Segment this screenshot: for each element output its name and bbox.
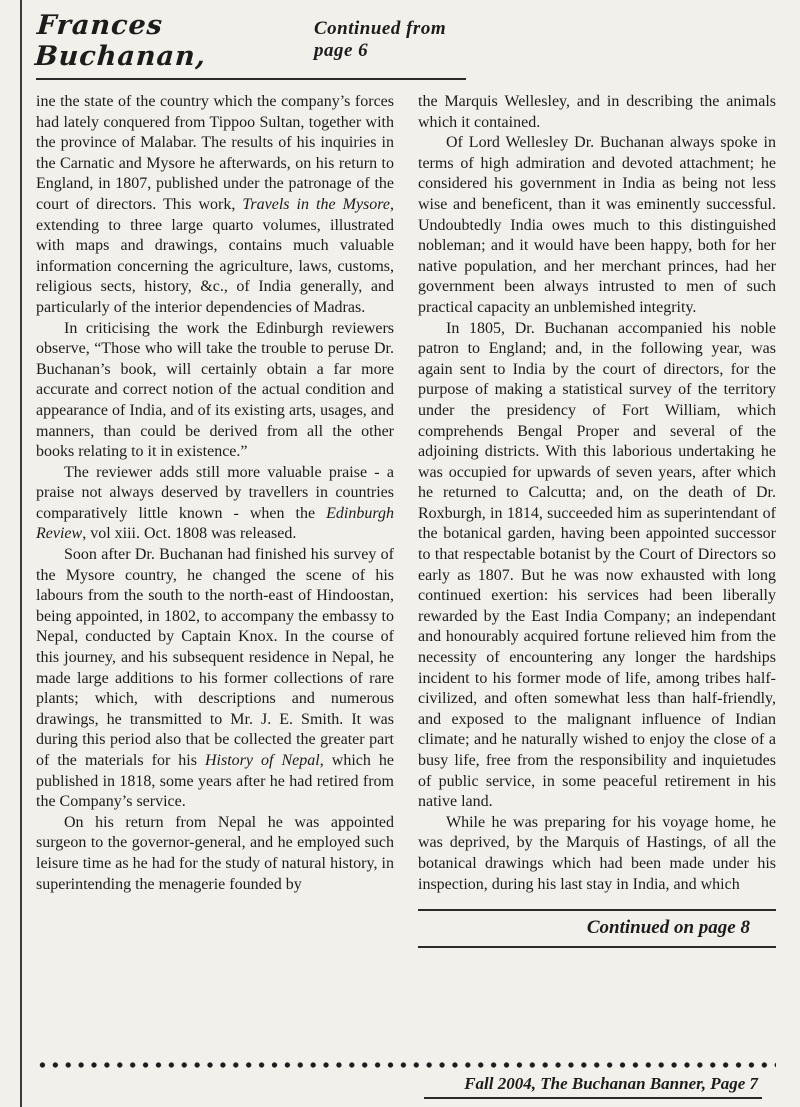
paragraph: While he was preparing for his voyage home, he was deprived, by the Marquis of Hastings, of all the botanical drawings which had been made under his inspection, during his last stay in India, and which <box>418 813 776 893</box>
paragraph: the Marquis Wellesley, and in describing the animals which it contained. <box>418 93 776 131</box>
italic-title: Travels in the Mysore <box>242 195 391 213</box>
left-column-paragraphs <box>36 92 394 895</box>
continued-from-label: Continued from page 6 <box>313 18 447 61</box>
paragraph: In 1805, Dr. Buchanan accompanied his noble patron to England; and, in the following year, was again sent to India by the court of directors, for the purpose of making a statistical survey of the territory under the presidency of Fort William, which comprehends Bengal Proper and several of the adjoining districts. With this laborious undertaking he was occupied for upwards of seven years, after which he returned to Calcutta; and, on the death of Dr. Roxburgh, in 1814, succeeded him as superintendant of the botanical garden, having been appointed successor to that respectable botanist by the Court of Directors so early as 1807. But he was now exhausted with long continued exertion: his services had been liberally rewarded by the East India Company; an independant and honourably acquired fortune relieved him from the necessity of encountering any longer the hardships incident to his former mode of life, among tribes half-civilized, and often somewhat less than half-friendly, and exposed to the malignant influence of Indian climate; and he naturally wished to enjoy the close of a busy life, free from the responsibility and inquietudes of public service, in some peaceful retirement in his native land. <box>418 319 776 811</box>
italic-title: Edinburgh Review <box>36 504 394 543</box>
right-column <box>418 92 776 1060</box>
paragraph: The reviewer adds still more valuable praise - a praise not always deserved by travellers in countries comparatively little known - when the Edinburgh Review, vol xiii. Oct. 1808 was released. <box>36 463 394 543</box>
dotted-divider <box>36 1060 776 1070</box>
page-header <box>33 10 466 80</box>
paragraph: Soon after Dr. Buchanan had finished his survey of the Mysore country, he changed the scene of his labours from the south to the north-east of Hindoostan, being appointed, in 1802, to accompany the embassy to Nepal, conducted by Captain Knox. In the course of this journey, and his subsequent residence in Nepal, he made large additions to his former collections of rare plants; which, with descriptions and numerous drawings, he transmitted to Mr. J. E. Smith. It was during this period also that be collected the greater part of the materials for his History of Nepal, which he published in 1818, some years after he had retired from the Company’s service. <box>36 546 394 811</box>
footer-text: Fall 2004, The Buchanan Banner, Page 7 <box>424 1074 762 1099</box>
left-margin-rule <box>20 0 22 1107</box>
italic-title: History of Nepal <box>205 752 320 769</box>
right-column-paragraphs <box>418 92 776 895</box>
article-body <box>36 92 776 1060</box>
continued-on-label: Continued on page 8 <box>418 909 776 948</box>
left-column <box>36 92 394 1060</box>
paragraph: In criticising the work the Edinburgh reviewers observe, “Those who will take the trouble to peruse Dr. Buchanan’s book, will certainly obtain a far more accurate and correct notion of the actual condition and appearance of India, and of its existing arts, usages, and manners, than could be derived from all the other books relating to it in existence.” <box>36 319 394 461</box>
paragraph: ine the state of the country which the company’s forces had lately conquered from Tippoo Sultan, together with the province of Malabar. The results of his inquiries in the Carnatic and Mysore he afterwards, on his return to England, in 1807, published under the patronage of the court of directors. This work, Travels in the Mysore, extending to three large quarto volumes, illustrated with maps and drawings, contains much valuable information concerning the agriculture, laws, customs, religious sects, history, &c., of India generally, and particularly of the interior dependencies of Madras. <box>36 93 395 316</box>
paragraph: Of Lord Wellesley Dr. Buchanan always spoke in terms of high admiration and devoted attachment; he considered his government in India as being not less wise and beneficent, than it was eminently successful. Undoubtedly India owes much to this distinguished nobleman; and it would have been happy, both for her native population, and her merchant princes, had her government been always intrusted to men of such practical capacity an unblemished integrity. <box>418 134 776 316</box>
article-title: Frances Buchanan, <box>33 10 208 72</box>
page-footer <box>36 1074 776 1099</box>
paragraph: On his return from Nepal he was appointed surgeon to the governor-general, and he employed such leisure time as he had for the study of natural history, in superintending the menagerie founded by <box>36 813 394 893</box>
